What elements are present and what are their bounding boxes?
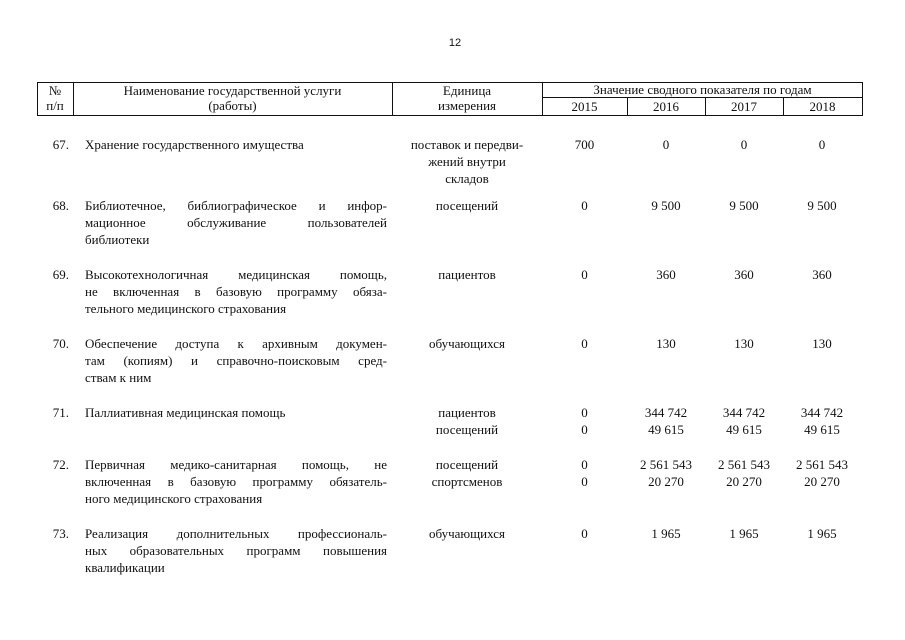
value-2018: 1 965 [807,526,837,541]
unit-cell [392,404,542,438]
service-name [85,266,387,317]
header-name-line1: Наименование государственной услуги [123,83,342,98]
value-2018: 0 [818,137,826,152]
unit-value: жений внутри [428,154,506,169]
value-2016: 360 [656,267,676,282]
service-name-line: тельного медицинского страхования [85,301,287,316]
value-2018: 344 742 49 615 [800,405,844,437]
row-number: 70. [52,336,69,351]
page-number: 12 [448,37,462,49]
value-2016: 1 965 [651,526,681,541]
unit-value: обучающихся [429,526,505,541]
value-2016: 9 500 [651,198,681,213]
row-number: 68. [52,198,69,213]
value-2016: 344 742 49 615 [644,405,688,437]
unit-cell [392,335,542,352]
header-unit-line1: Единица [442,83,492,98]
service-name [85,197,387,248]
row-number: 73. [52,526,69,541]
row-number: 69. [52,267,69,282]
unit-value: складов [445,171,489,186]
service-name-line: Хранение государственного имущества [85,137,304,152]
service-name-line: не включенная в базовую программу обяза- [85,284,387,299]
value-2015: 0 0 [581,457,588,489]
service-name-line: Первичная медико-санитарная помощь, не [85,457,387,472]
row-number: 67. [52,137,69,152]
row-number: 72. [52,457,69,472]
service-name-line: включенная в базовую программу обязатель- [85,474,387,489]
value-2017: 130 [734,336,754,351]
service-name-line: Библиотечное, библиографическое и инфор- [85,198,387,213]
value-2017: 360 [734,267,754,282]
service-name [85,404,387,421]
header-year-2018: 2018 [809,99,836,114]
service-name-line: ных образовательных программ повышения [85,543,387,558]
service-name [85,136,387,153]
service-name-line: Обеспечение доступа к архивным докумен- [85,336,387,351]
value-2015: 0 0 [581,405,588,437]
service-name-line: там (копиям) и справочно-поисковым сред- [85,353,387,368]
value-2015: 700 [574,137,595,152]
value-2015: 0 [581,198,588,213]
value-2017: 1 965 [729,526,759,541]
service-name-line: библиотеки [85,232,150,247]
value-2015: 0 [581,267,588,282]
unit-value: пациентов [438,267,496,282]
header-bottom-border [37,115,863,116]
value-2015: 0 [581,526,588,541]
header-num-line2: п/п [46,98,64,113]
value-2015: 0 [581,336,588,351]
value-2018: 360 [812,267,832,282]
header-year-2015: 2015 [571,99,598,114]
service-name-line: мационное обслуживание пользователей [85,215,387,230]
unit-value: посещений [435,198,499,213]
header-years-divider [542,97,863,98]
value-2017: 0 [740,137,748,152]
header-name-line2: (работы) [208,98,257,113]
unit-cell [392,456,542,490]
value-2018: 2 561 543 20 270 [796,457,848,489]
service-name-line: Реализация дополнительных профессиональ- [85,526,387,541]
service-name [85,456,387,507]
unit-cell [392,197,542,214]
value-2018: 9 500 [807,198,837,213]
value-2017: 344 742 49 615 [722,405,766,437]
value-2018: 130 [812,336,832,351]
unit-cell [392,136,542,187]
value-2016: 130 [656,336,676,351]
unit-value: посещений [435,457,499,472]
header-num-line1: № [48,83,62,98]
header-year-2017: 2017 [731,99,757,114]
service-name-line: Высокотехнологичная медицинская помощь, [85,267,387,282]
service-name-line: ствам к ним [85,370,152,385]
unit-value: поставок и передви- [410,137,524,152]
unit-value: посещений [435,422,499,437]
header-unit-line2: измерения [437,98,497,113]
service-name-line: ного медицинского страхования [85,491,263,506]
value-2017: 2 561 543 20 270 [718,457,770,489]
row-number: 71. [52,405,69,420]
value-2017: 9 500 [729,198,759,213]
value-2016: 0 [662,137,670,152]
service-name-line: Паллиативная медицинская помощь [85,405,286,420]
unit-value: спортсменов [431,474,503,489]
service-name [85,525,387,576]
header-values-title: Значение сводного показателя по годам [593,82,812,97]
unit-value: обучающихся [429,336,505,351]
unit-cell [392,525,542,542]
table-header [37,82,863,116]
service-name [85,335,387,386]
service-name-line: квалификации [85,560,165,575]
unit-value: пациентов [438,405,496,420]
header-year-2016: 2016 [653,99,679,114]
value-2016: 2 561 543 20 270 [640,457,692,489]
unit-cell [392,266,542,283]
